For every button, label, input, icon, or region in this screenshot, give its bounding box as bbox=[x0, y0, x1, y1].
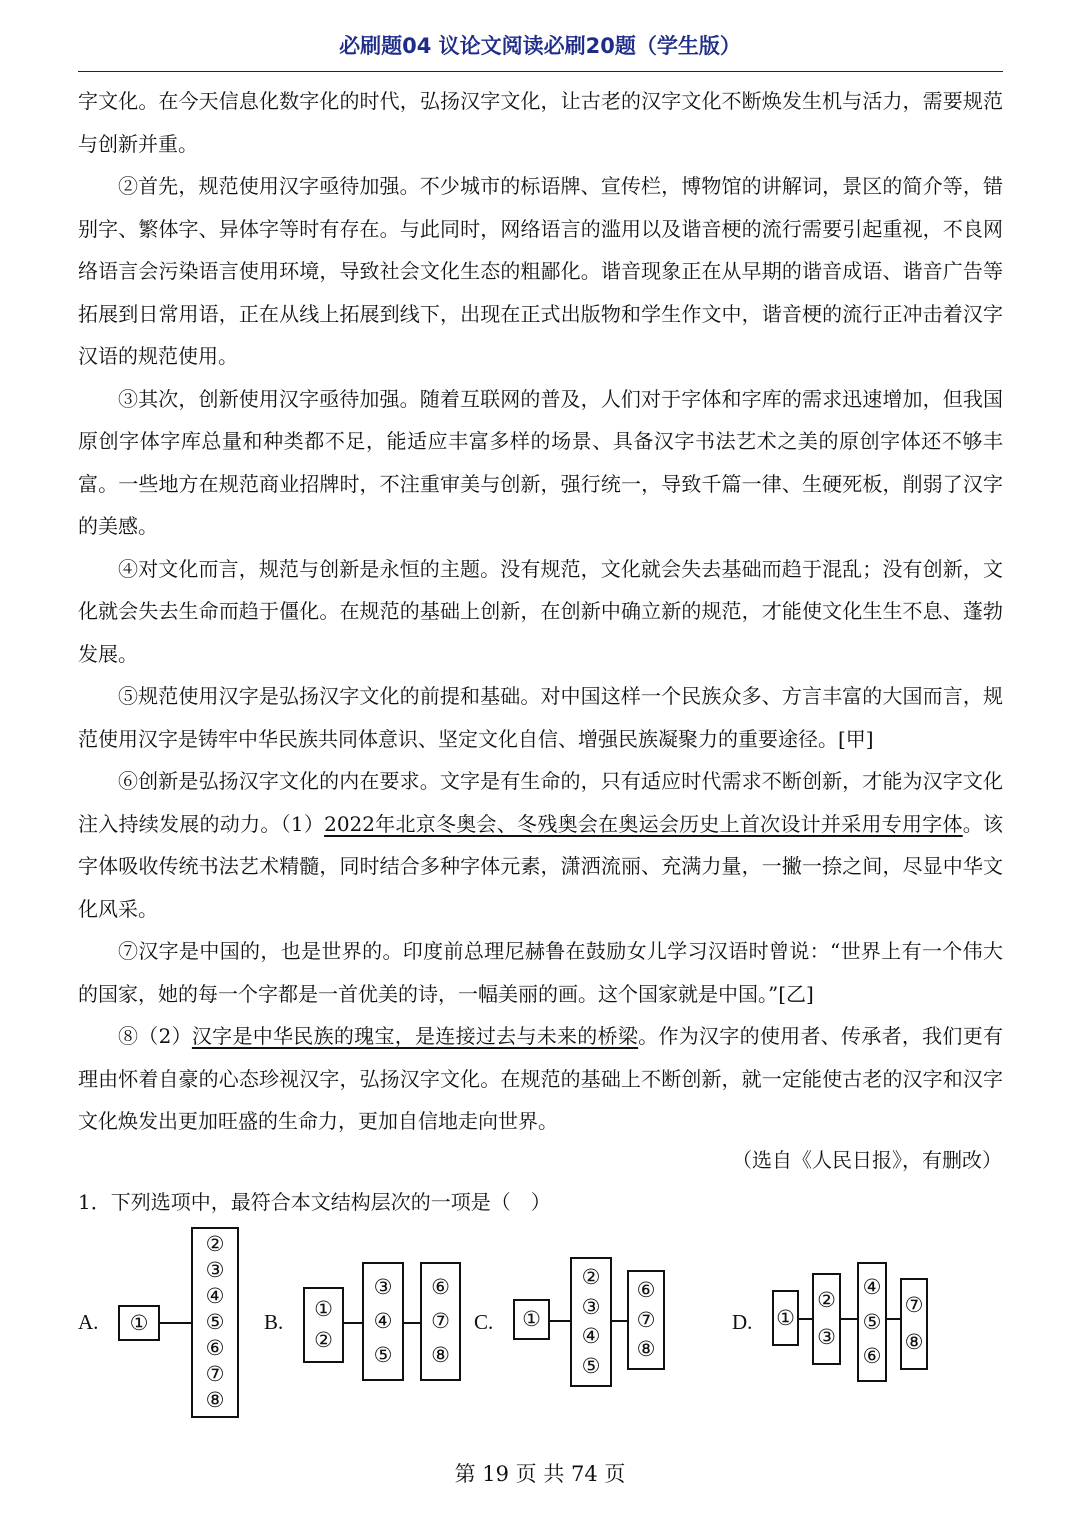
option-b-connector-2 bbox=[404, 1322, 420, 1324]
option-a-box-2-item: ⑦ bbox=[205, 1362, 225, 1386]
option-d-box-4-item: ⑧ bbox=[904, 1329, 924, 1354]
article-source: （选自《人民日报》，有删改） bbox=[732, 1148, 1002, 1172]
option-d-box-2 bbox=[812, 1273, 841, 1365]
option-a-box-2-item: ⑥ bbox=[205, 1336, 225, 1360]
option-b-connector-1 bbox=[344, 1322, 362, 1324]
option-b-box-1-item: ① bbox=[314, 1297, 333, 1321]
option-b-box-1-item: ② bbox=[314, 1328, 333, 1352]
article-paragraph-6 bbox=[78, 760, 1003, 930]
option-d-connector-1 bbox=[799, 1318, 812, 1320]
article-paragraph-2: ②首先，规范使用汉字亟待加强。不少城市的标语牌、宣传栏，博物馆的讲解词，景区的简介等，错别字、繁体字、异体字等时有存在。与此同时，网络语言的滥用以及谐音梗的流行需要引起重视，不良网络语言会污染语言使用环境，导致社会文化生态的粗鄙化。谐音现象正在从早期的谐音成语、谐音广告等拓展到日常用语，正在从线上拓展到线下，出现在正式出版物和学生作文中，谐音梗的流行正冲击着汉字汉语的规范使用。 bbox=[78, 174, 1003, 368]
option-c-box-3-item: ⑥ bbox=[636, 1278, 656, 1303]
option-c-box-2-item: ⑤ bbox=[581, 1353, 601, 1378]
page-number-footer: 第 19 页 共 74 页 bbox=[454, 1462, 626, 1486]
option-a-label: A. bbox=[78, 1310, 99, 1334]
option-a-box-2-item: ④ bbox=[205, 1284, 225, 1308]
option-a-box-2-item: ⑤ bbox=[205, 1310, 225, 1334]
option-b-box-3 bbox=[420, 1262, 461, 1381]
option-b-box-3-item: ⑧ bbox=[431, 1343, 450, 1367]
option-a-box-2 bbox=[191, 1227, 239, 1418]
question-1-stem: 1．下列选项中，最符合本文结构层次的一项是（ ） bbox=[78, 1190, 551, 1214]
option-b-box-2-item: ④ bbox=[373, 1309, 393, 1333]
option-d-box-3-item: ⑤ bbox=[862, 1309, 882, 1334]
option-a-box-2-item: ③ bbox=[205, 1258, 225, 1282]
option-c-box-2 bbox=[570, 1257, 612, 1387]
option-d-box-4-item: ⑦ bbox=[904, 1293, 924, 1318]
article-paragraph-8 bbox=[78, 1015, 1003, 1143]
option-c-connector-1 bbox=[550, 1320, 570, 1322]
article-paragraph-1-continued: 字文化。在今天信息化数字化的时代，弘扬汉字文化，让古老的汉字文化不断焕发生机与活力，需要规范与创新并重。 bbox=[78, 89, 1003, 156]
article-paragraph-4: ④对文化而言，规范与创新是永恒的主题。没有规范，文化就会失去基础而趋于混乱；没有创新，文化就会失去生命而趋于僵化。在规范的基础上创新，在创新中确立新的规范，才能使文化生生不息、蓬勃发展。 bbox=[78, 556, 1003, 666]
option-c-box-2-item: ③ bbox=[581, 1294, 601, 1319]
paragraph-6-lead: ⑥创新是弘扬汉字文化的内在要求。文字是有生命的，只有适应时代需求不断创新，才能为汉字文化注入持续发展的动力。（1） bbox=[78, 769, 1003, 836]
option-d-connector-3 bbox=[887, 1318, 900, 1320]
option-a-connector-1 bbox=[160, 1322, 191, 1324]
option-d-box-2-item: ② bbox=[817, 1288, 836, 1313]
paragraph-6-rest: 。该字体吸收传统书法艺术精髓，同时结合多种字体元素，潇洒流丽、充满力量，一撇一捺之间，尽显中华文化风采。 bbox=[78, 811, 1004, 921]
option-d-box-3-item: ⑥ bbox=[862, 1343, 882, 1368]
header-divider bbox=[78, 71, 1003, 72]
underlined-sentence-2: 汉字是中华民族的瑰宝，是连接过去与未来的桥梁 bbox=[191, 1024, 639, 1048]
article-paragraph-5: ⑤规范使用汉字是弘扬汉字文化的前提和基础。对中国这样一个民族众多、方言丰富的大国而言，规范使用汉字是铸牢中华民族共同体意识、坚定文化自信、增强民族凝聚力的重要途径。[甲] bbox=[78, 684, 1003, 751]
option-d-box-3 bbox=[857, 1262, 887, 1382]
article-body bbox=[78, 80, 1003, 1143]
option-d-box-1-item: ① bbox=[776, 1305, 795, 1330]
option-c-box-1-item: ① bbox=[522, 1307, 541, 1331]
option-c-box-3 bbox=[627, 1270, 665, 1370]
option-c-box-2-item: ② bbox=[581, 1265, 601, 1290]
option-a-box-1-item: ① bbox=[129, 1310, 149, 1335]
option-c-box-1 bbox=[513, 1299, 550, 1340]
article-paragraph-7: ⑦汉字是中国的，也是世界的。印度前总理尼赫鲁在鼓励女儿学习汉语时曾说：“世界上有一个伟大的国家，她的每一个字都是一首优美的诗，一幅美丽的画。这个国家就是中国。”[乙] bbox=[78, 939, 1003, 1006]
option-b-label: B. bbox=[264, 1310, 284, 1334]
option-c-box-3-item: ⑦ bbox=[636, 1307, 656, 1332]
article-paragraph-3: ③其次，创新使用汉字亟待加强。随着互联网的普及，人们对于字体和字库的需求迅速增加，但我国原创字体字库总量和种类都不足，能适应丰富多样的场景、具备汉字书法艺术之美的原创字体还不够丰富。一些地方在规范商业招牌时，不注重审美与创新，强行统一，导致千篇一律、生硬死板，削弱了汉字的美感。 bbox=[78, 386, 1003, 538]
paragraph-8-rest: 。作为汉字的使用者、传承者，我们更有理由怀着自豪的心态珍视汉字，弘扬汉字文化。在规范的基础上不断创新，就一定能使古老的汉字和汉字文化焕发出更加旺盛的生命力，更加自信地走向世界。 bbox=[78, 1024, 1004, 1133]
option-d-box-1 bbox=[772, 1290, 799, 1346]
option-d-label: D. bbox=[732, 1310, 753, 1334]
page-header-title: 必刷题04 议论文阅读必刷20题（学生版） bbox=[339, 34, 741, 58]
option-d-box-3-item: ④ bbox=[862, 1275, 882, 1300]
option-a-box-2-item: ② bbox=[205, 1232, 225, 1256]
option-c-box-2-item: ④ bbox=[581, 1324, 601, 1349]
option-b-box-2 bbox=[362, 1262, 404, 1381]
option-d-box-4 bbox=[900, 1278, 928, 1370]
option-b-box-2-item: ⑤ bbox=[373, 1343, 393, 1367]
option-d-box-2-item: ③ bbox=[817, 1324, 836, 1349]
option-c-connector-2 bbox=[612, 1320, 627, 1322]
option-b-box-3-item: ⑥ bbox=[431, 1275, 450, 1299]
option-d-connector-2 bbox=[841, 1318, 857, 1320]
underlined-sentence-1: 2022年北京冬奥会、冬残奥会在奥运会历史上首次设计并采用专用字体 bbox=[324, 811, 963, 836]
option-c-label: C. bbox=[474, 1310, 494, 1334]
option-a-box-1 bbox=[118, 1305, 160, 1341]
option-a-box-2-item: ⑧ bbox=[205, 1388, 225, 1412]
option-b-box-2-item: ③ bbox=[373, 1275, 393, 1299]
paragraph-8-lead: ⑧（2） bbox=[118, 1024, 192, 1048]
option-b-box-3-item: ⑦ bbox=[431, 1309, 450, 1333]
option-b-box-1 bbox=[303, 1287, 344, 1363]
option-c-box-3-item: ⑧ bbox=[636, 1336, 656, 1361]
